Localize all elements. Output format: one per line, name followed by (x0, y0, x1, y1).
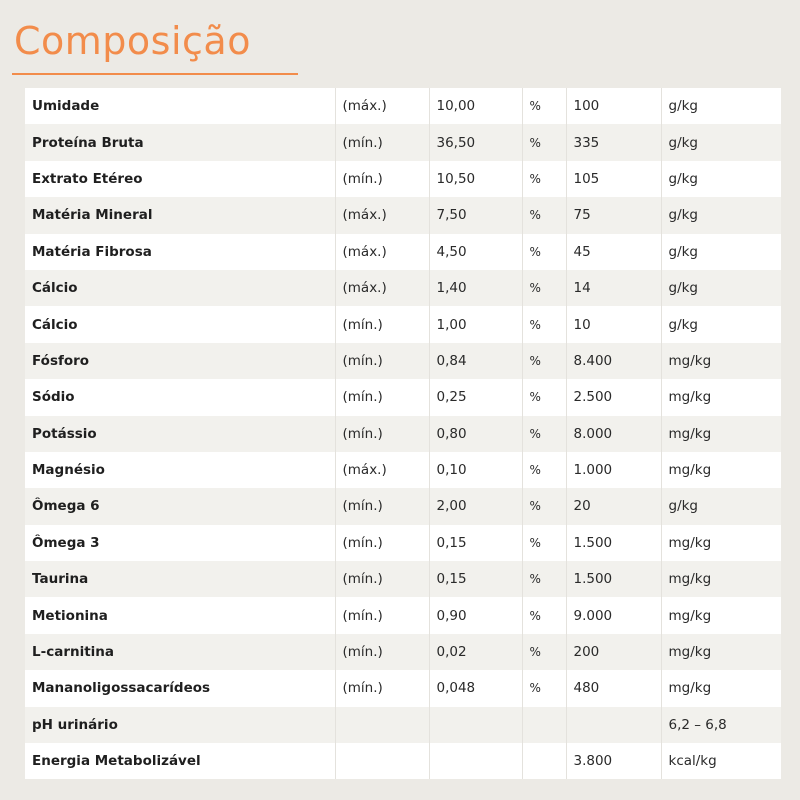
percent-value: 2,00 (429, 488, 522, 524)
amount-unit: mg/kg (661, 670, 781, 706)
nutrient-name: Cálcio (25, 306, 335, 342)
percent-unit (522, 743, 566, 779)
amount-unit: 6,2 – 6,8 (661, 707, 781, 743)
page-title: Composição (14, 19, 251, 63)
percent-unit: % (522, 197, 566, 233)
table-row (25, 416, 781, 452)
nutrient-name: Cálcio (25, 270, 335, 306)
limit-type: (mín.) (335, 634, 429, 670)
limit-type (335, 743, 429, 779)
percent-value: 0,90 (429, 597, 522, 633)
amount-value: 3.800 (566, 743, 661, 779)
percent-value: 7,50 (429, 197, 522, 233)
limit-type: (mín.) (335, 124, 429, 160)
amount-unit: g/kg (661, 124, 781, 160)
limit-type: (máx.) (335, 452, 429, 488)
amount-value (566, 707, 661, 743)
limit-type: (mín.) (335, 379, 429, 415)
amount-unit: mg/kg (661, 525, 781, 561)
table-row (25, 88, 781, 124)
percent-unit: % (522, 161, 566, 197)
table-row (25, 525, 781, 561)
nutrient-name: Potássio (25, 416, 335, 452)
limit-type: (mín.) (335, 416, 429, 452)
percent-value: 0,15 (429, 561, 522, 597)
percent-value: 0,15 (429, 525, 522, 561)
limit-type: (mín.) (335, 488, 429, 524)
percent-unit: % (522, 488, 566, 524)
limit-type: (máx.) (335, 88, 429, 124)
nutrient-name: Umidade (25, 88, 335, 124)
table-row (25, 488, 781, 524)
percent-value: 0,10 (429, 452, 522, 488)
amount-value: 10 (566, 306, 661, 342)
limit-type: (mín.) (335, 670, 429, 706)
title-underline (12, 73, 298, 75)
percent-unit: % (522, 670, 566, 706)
percent-value: 1,40 (429, 270, 522, 306)
amount-unit: g/kg (661, 306, 781, 342)
nutrient-name: Energia Metabolizável (25, 743, 335, 779)
nutrient-name: L-carnitina (25, 634, 335, 670)
amount-unit: mg/kg (661, 597, 781, 633)
amount-unit: mg/kg (661, 343, 781, 379)
table-row (25, 670, 781, 706)
nutrient-name: Mananoligossacarídeos (25, 670, 335, 706)
amount-value: 1.500 (566, 561, 661, 597)
nutrient-name: Proteína Bruta (25, 124, 335, 160)
nutrient-name: Magnésio (25, 452, 335, 488)
percent-value: 10,00 (429, 88, 522, 124)
amount-value: 200 (566, 634, 661, 670)
amount-value: 8.400 (566, 343, 661, 379)
amount-unit: mg/kg (661, 452, 781, 488)
amount-unit: mg/kg (661, 634, 781, 670)
percent-unit: % (522, 416, 566, 452)
limit-type: (mín.) (335, 161, 429, 197)
nutrient-name: Matéria Mineral (25, 197, 335, 233)
amount-unit: g/kg (661, 88, 781, 124)
limit-type: (mín.) (335, 525, 429, 561)
limit-type (335, 707, 429, 743)
percent-unit: % (522, 452, 566, 488)
table-row (25, 707, 781, 743)
percent-unit: % (522, 379, 566, 415)
percent-unit: % (522, 306, 566, 342)
nutrient-name: Metionina (25, 597, 335, 633)
nutrient-name: Taurina (25, 561, 335, 597)
percent-unit (522, 707, 566, 743)
nutrient-name: pH urinário (25, 707, 335, 743)
amount-value: 75 (566, 197, 661, 233)
amount-value: 20 (566, 488, 661, 524)
composition-table (25, 88, 781, 779)
percent-unit: % (522, 634, 566, 670)
table-row (25, 343, 781, 379)
percent-unit: % (522, 124, 566, 160)
nutrient-name: Ômega 3 (25, 525, 335, 561)
amount-unit: kcal/kg (661, 743, 781, 779)
table-row (25, 161, 781, 197)
table-row (25, 743, 781, 779)
percent-unit: % (522, 270, 566, 306)
percent-value: 0,80 (429, 416, 522, 452)
table-row (25, 379, 781, 415)
amount-unit: mg/kg (661, 416, 781, 452)
limit-type: (mín.) (335, 597, 429, 633)
percent-unit: % (522, 525, 566, 561)
amount-value: 14 (566, 270, 661, 306)
percent-value (429, 707, 522, 743)
percent-unit: % (522, 597, 566, 633)
nutrient-name: Ômega 6 (25, 488, 335, 524)
table-row (25, 452, 781, 488)
limit-type: (máx.) (335, 234, 429, 270)
nutrient-name: Fósforo (25, 343, 335, 379)
table-row (25, 561, 781, 597)
percent-value: 0,25 (429, 379, 522, 415)
amount-unit: g/kg (661, 488, 781, 524)
amount-value: 45 (566, 234, 661, 270)
amount-value: 480 (566, 670, 661, 706)
percent-unit: % (522, 343, 566, 379)
table-row (25, 234, 781, 270)
percent-value (429, 743, 522, 779)
limit-type: (máx.) (335, 270, 429, 306)
limit-type: (mín.) (335, 561, 429, 597)
percent-unit: % (522, 88, 566, 124)
amount-value: 8.000 (566, 416, 661, 452)
table-row (25, 597, 781, 633)
amount-unit: mg/kg (661, 561, 781, 597)
percent-value: 0,048 (429, 670, 522, 706)
table-row (25, 197, 781, 233)
percent-value: 1,00 (429, 306, 522, 342)
table-row (25, 306, 781, 342)
amount-value: 9.000 (566, 597, 661, 633)
percent-unit: % (522, 561, 566, 597)
percent-unit: % (522, 234, 566, 270)
amount-value: 335 (566, 124, 661, 160)
percent-value: 0,02 (429, 634, 522, 670)
percent-value: 10,50 (429, 161, 522, 197)
nutrient-name: Sódio (25, 379, 335, 415)
limit-type: (mín.) (335, 306, 429, 342)
composition-table-body (25, 88, 781, 779)
percent-value: 0,84 (429, 343, 522, 379)
amount-value: 2.500 (566, 379, 661, 415)
nutrient-name: Matéria Fibrosa (25, 234, 335, 270)
table-row (25, 634, 781, 670)
amount-unit: g/kg (661, 270, 781, 306)
amount-value: 1.000 (566, 452, 661, 488)
limit-type: (mín.) (335, 343, 429, 379)
table-row (25, 124, 781, 160)
amount-value: 100 (566, 88, 661, 124)
table-row (25, 270, 781, 306)
nutrient-name: Extrato Etéreo (25, 161, 335, 197)
amount-unit: g/kg (661, 197, 781, 233)
limit-type: (máx.) (335, 197, 429, 233)
percent-value: 36,50 (429, 124, 522, 160)
amount-value: 105 (566, 161, 661, 197)
percent-value: 4,50 (429, 234, 522, 270)
amount-unit: mg/kg (661, 379, 781, 415)
amount-value: 1.500 (566, 525, 661, 561)
amount-unit: g/kg (661, 234, 781, 270)
amount-unit: g/kg (661, 161, 781, 197)
